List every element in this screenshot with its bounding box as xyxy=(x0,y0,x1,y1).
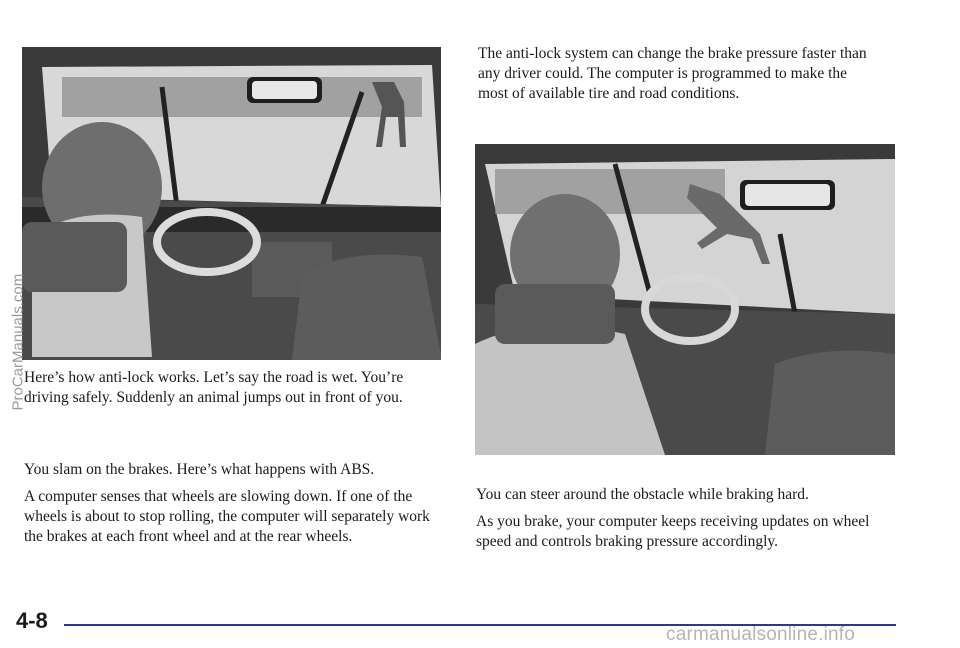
paragraph-computer-senses: A computer senses that wheels are slowing down. If one of the wheels is about to stop rolling, the computer will separately work the brakes at each front wheel and at the rear wheels. xyxy=(24,488,430,545)
paragraph-anti-lock-system: The anti-lock system can change the brake pressure faster than any driver could. The computer is programmed to make the most of available tire and road conditions. xyxy=(478,45,867,102)
illustration-deer-jumping xyxy=(475,144,895,455)
paragraph-updates: As you brake, your computer keeps receiving updates on wheel speed and controls braking pressure accordingly. xyxy=(476,513,870,550)
illustration-deer-standing xyxy=(22,47,441,360)
watermark-bottom: carmanualsonline.info xyxy=(666,624,856,645)
page-number: 4-8 xyxy=(16,608,48,633)
paragraph-how-it-works: Here’s how anti-lock works. Let’s say the road is wet. You’re driving safely. Suddenly an animal jumps out in front of you. xyxy=(24,369,404,406)
paragraph-steer-around: You can steer around the obstacle while braking hard. xyxy=(476,486,809,503)
watermark-side: ProCarManuals.com xyxy=(9,273,27,411)
paragraph-slam-brakes: You slam on the brakes. Here’s what happens with ABS. xyxy=(24,461,375,478)
